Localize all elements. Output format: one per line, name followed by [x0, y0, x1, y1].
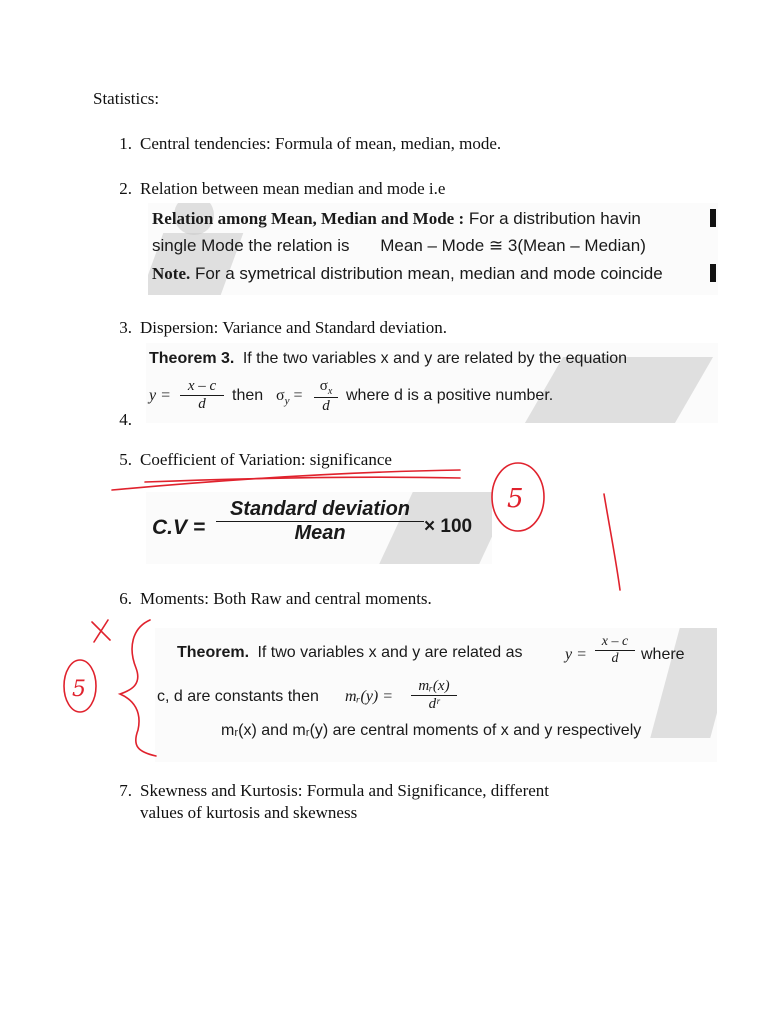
page-title: Statistics:	[93, 89, 160, 108]
cv-fraction	[216, 498, 424, 545]
cv-denominator: Mean	[216, 521, 424, 545]
relation-note-label: Note.	[152, 264, 191, 283]
theorem3-tail: where d is a positive number.	[346, 387, 554, 404]
list-text-line2: values of kurtosis and skewness	[140, 803, 358, 822]
sigma-y-subscript: y	[284, 395, 290, 408]
sigma-x-subscript: x	[327, 386, 333, 397]
circled-5-mark	[492, 463, 544, 531]
underline-stroke	[112, 470, 460, 490]
list-number: 5.	[119, 450, 132, 469]
theorem3-then: then	[232, 387, 264, 404]
cross-mark	[92, 620, 110, 642]
m-denominator: dʳ	[411, 695, 457, 713]
theorem3-sigma-fraction	[314, 378, 338, 415]
m-numerator: mᵣ(x)	[418, 678, 450, 694]
relation-line2-a: single Mode the relation is	[152, 236, 350, 255]
list-text: Central tendencies: Formula of mean, median, mode.	[140, 134, 502, 153]
arrow-mark	[710, 209, 716, 227]
cv-numerator: Standard deviation	[229, 498, 411, 520]
list-number: 7.	[119, 781, 132, 800]
sigma-denominator: d	[314, 397, 338, 415]
moments-title: Theorem.	[177, 644, 250, 661]
relation-note-text: For a symetrical distribution mean, median and mode coincide	[194, 264, 663, 283]
underline-stroke	[145, 477, 460, 482]
list-text: Relation between mean median and mode i.e	[140, 179, 446, 198]
cv-times-100: × 100	[424, 516, 473, 537]
theorem3-y-eq: y =	[149, 387, 171, 404]
sigma-y: σ	[276, 387, 285, 404]
theorem3-equals: =	[293, 387, 303, 404]
relation-bold-lead: Relation among Mean, Median and Mode :	[152, 209, 465, 228]
scan-relation-mean-median-mode	[148, 203, 718, 295]
list-text: Moments: Both Raw and central moments.	[140, 589, 432, 608]
scan-cv-formula	[146, 492, 492, 564]
list-text-line1: Skewness and Kurtosis: Formula and Significance, different	[140, 781, 550, 800]
list-text: Dispersion: Variance and Standard deviation.	[140, 318, 448, 337]
moments-line3: mᵣ(x) and mᵣ(y) are central moments of x and y respectively	[221, 722, 642, 739]
moments-where: where	[641, 646, 685, 663]
fraction-numerator: x – c	[187, 378, 217, 394]
fraction-denominator: d	[595, 650, 635, 667]
scan-theorem-3	[146, 343, 718, 423]
scan-moments-theorem	[155, 628, 717, 762]
moments-line1: If two variables x and y are related as	[257, 644, 523, 661]
cv-lhs: C.V =	[152, 516, 206, 539]
sigma-numerator	[314, 378, 338, 397]
vertical-stroke	[604, 494, 620, 590]
fraction-denominator: d	[180, 395, 224, 413]
moments-m-fraction	[411, 678, 457, 713]
circled-5-mark	[64, 660, 96, 712]
handwritten-5: 5	[507, 484, 524, 514]
list-number: 3.	[119, 318, 132, 337]
list-number: 4.	[119, 410, 132, 429]
brace-mark	[120, 620, 156, 756]
relation-formula: Mean – Mode ≅ 3(Mean – Median)	[380, 236, 646, 255]
theorem3-title: Theorem 3.	[149, 350, 235, 367]
arrow-mark	[710, 264, 716, 282]
theorem3-fraction	[180, 378, 224, 413]
sigma-x: σ	[319, 378, 328, 394]
list-number: 2.	[119, 179, 132, 198]
fraction-numerator: x – c	[601, 634, 629, 649]
list-number: 6.	[119, 589, 132, 608]
moments-fraction	[595, 634, 635, 667]
theorem3-line1: If the two variables x and y are related by the equation	[242, 350, 628, 367]
watermark-stroke	[650, 628, 717, 738]
list-text: Coefficient of Variation: significance	[140, 450, 392, 469]
list-number: 1.	[119, 134, 132, 153]
moments-m-lhs: mᵣ(y) =	[345, 688, 394, 705]
relation-line1: For a distribution havin	[468, 209, 641, 228]
handwritten-5: 5	[72, 677, 86, 702]
moments-y-eq: y =	[565, 646, 587, 663]
moments-line2: c, d are constants then	[157, 688, 319, 705]
